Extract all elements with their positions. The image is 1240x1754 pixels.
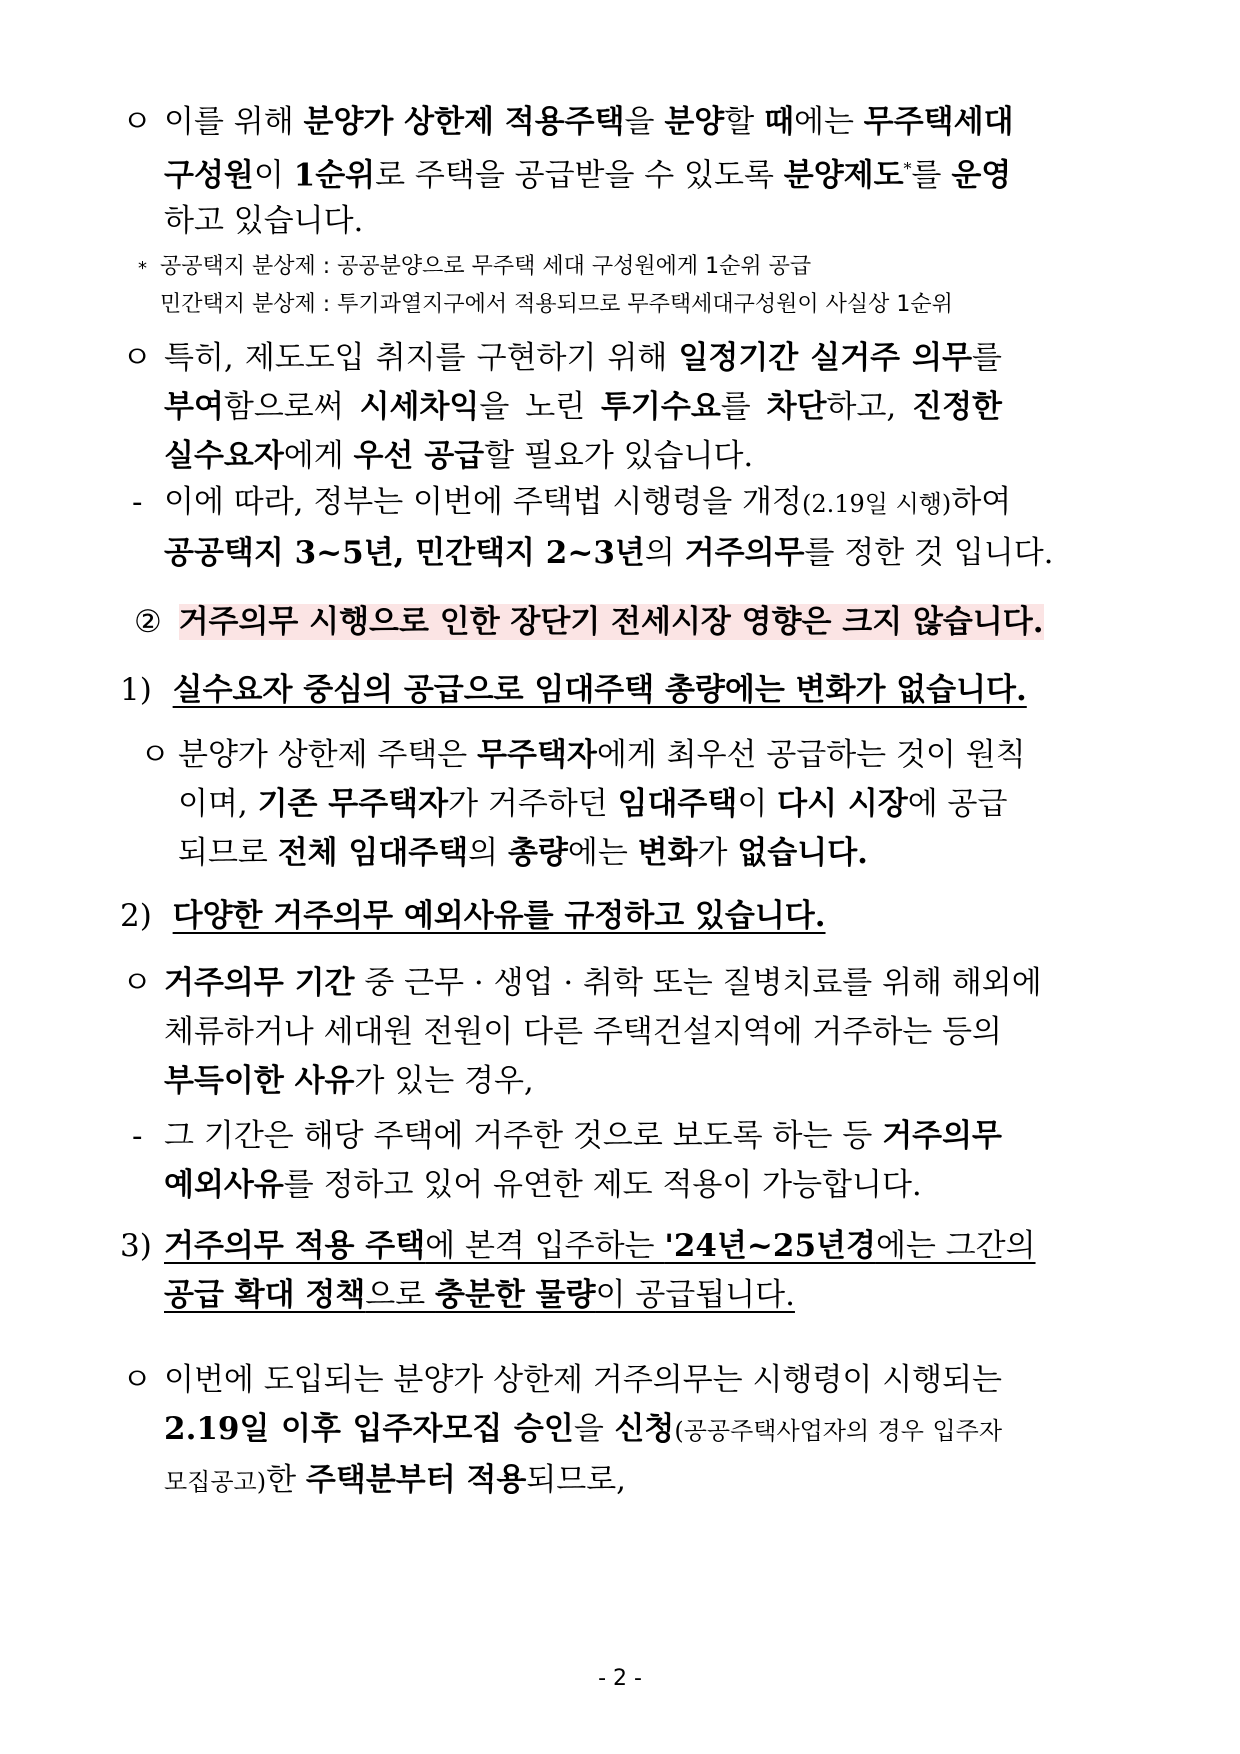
- subheading-text: 실수요자 중심의 공급으로 임대주택 총량에는 변화가 없습니다.: [172, 672, 1027, 708]
- footnote-line-2: 민간택지 분상제 : 투기과열지구에서 적용되므로 무주택세대구성원이 사실상 1순위: [160, 292, 953, 317]
- circle-bullet: ㅇ: [122, 104, 152, 140]
- subheading-3-line-1: 거주의무 적용 주택에 본격 입주하는 '24년~25년경에는 그간의: [164, 1228, 1036, 1264]
- subheading-number: 1): [120, 672, 152, 708]
- circle-bullet: ㅇ: [122, 1362, 152, 1398]
- subheading-number: 2): [120, 898, 152, 934]
- p4-line-1: 분양가 상한제 주택은 무주택자에게 최우선 공급하는 것이 원칙: [178, 737, 1026, 773]
- subheading-text: 다양한 거주의무 예외사유를 규정하고 있습니다.: [172, 898, 826, 934]
- circle-bullet: ㅇ: [122, 340, 152, 376]
- dash-bullet: -: [132, 1118, 143, 1154]
- p2-line-1: 특히, 제도도입 취지를 구현하기 위해 일정기간 실거주 의무를: [164, 340, 1002, 376]
- p4-line-3: 되므로 전체 임대주택의 총량에는 변화가 없습니다.: [178, 835, 868, 871]
- p3-line-2: 공공택지 3~5년, 민간택지 2~3년의 거주의무를 정한 것 입니다.: [164, 535, 1054, 571]
- p6-line-2: 예외사유를 정하고 있어 유연한 제도 적용이 가능합니다.: [164, 1167, 922, 1203]
- heading-number: ②: [134, 604, 162, 640]
- footnote-line-1: 공공택지 분상제 : 공공분양으로 무주택 세대 구성원에게 1순위 공급: [160, 254, 812, 279]
- p2-line-2: 부여함으로써 시세차익을 노린 투기수요를 차단하고, 진정한: [164, 389, 1002, 425]
- p1-line-3: 하고 있습니다.: [164, 203, 364, 240]
- p1-line-1: 이를 위해 분양가 상한제 적용주택을 분양할 때에는 무주택세대: [164, 104, 1014, 140]
- subheading-2: [120, 892, 1000, 941]
- p3-line-1: 이에 따라, 정부는 이번에 주택법 시행령을 개정(2.19일 시행)하여: [164, 484, 1012, 520]
- p4-line-2: 이며, 기존 무주택자가 거주하던 임대주택이 다시 시장에 공급: [178, 786, 1008, 822]
- footnote-mark: *: [138, 258, 147, 279]
- subheading-1: [120, 666, 1027, 715]
- p1-line-2: 구성원이 1순위로 주택을 공급받을 수 있도록 분양제도*를 운영: [164, 157, 1012, 194]
- p7-line-1: 이번에 도입되는 분양가 상한제 거주의무는 시행령이 시행되는: [164, 1362, 1002, 1398]
- circle-bullet: ㅇ: [122, 965, 152, 1001]
- circle-bullet: ㅇ: [140, 737, 170, 773]
- p5-line-2: 체류하거나 세대원 전원이 다른 주택건설지역에 거주하는 등의: [164, 1014, 1002, 1050]
- p7-line-2: 2.19일 이후 입주자모집 승인을 신청(공공주택사업자의 경우 입주자: [164, 1411, 1002, 1447]
- heading-text: 거주의무 시행으로 인한 장단기 전세시장 영향은 크지 않습니다.: [178, 604, 1044, 640]
- page-number: - 2 -: [598, 1666, 642, 1691]
- p5-line-1: 거주의무 기간 중 근무 · 생업 · 취학 또는 질병치료를 위해 해외에: [164, 965, 1042, 1001]
- p7-line-3: 모집공고)한 주택분부터 적용되므로,: [164, 1462, 627, 1498]
- p6-line-1: 그 기간은 해당 주택에 거주한 것으로 보도록 하는 등 거주의무: [164, 1118, 1002, 1154]
- p5-line-3: 부득이한 사유가 있는 경우,: [164, 1063, 534, 1099]
- section-heading-2: [134, 598, 1044, 647]
- dash-bullet: -: [132, 484, 143, 520]
- subheading-3-line-2: 공급 확대 정책으로 충분한 물량이 공급됩니다.: [164, 1277, 795, 1313]
- p2-line-3: 실수요자에게 우선 공급할 필요가 있습니다.: [164, 438, 754, 474]
- subheading-number: 3): [120, 1228, 152, 1264]
